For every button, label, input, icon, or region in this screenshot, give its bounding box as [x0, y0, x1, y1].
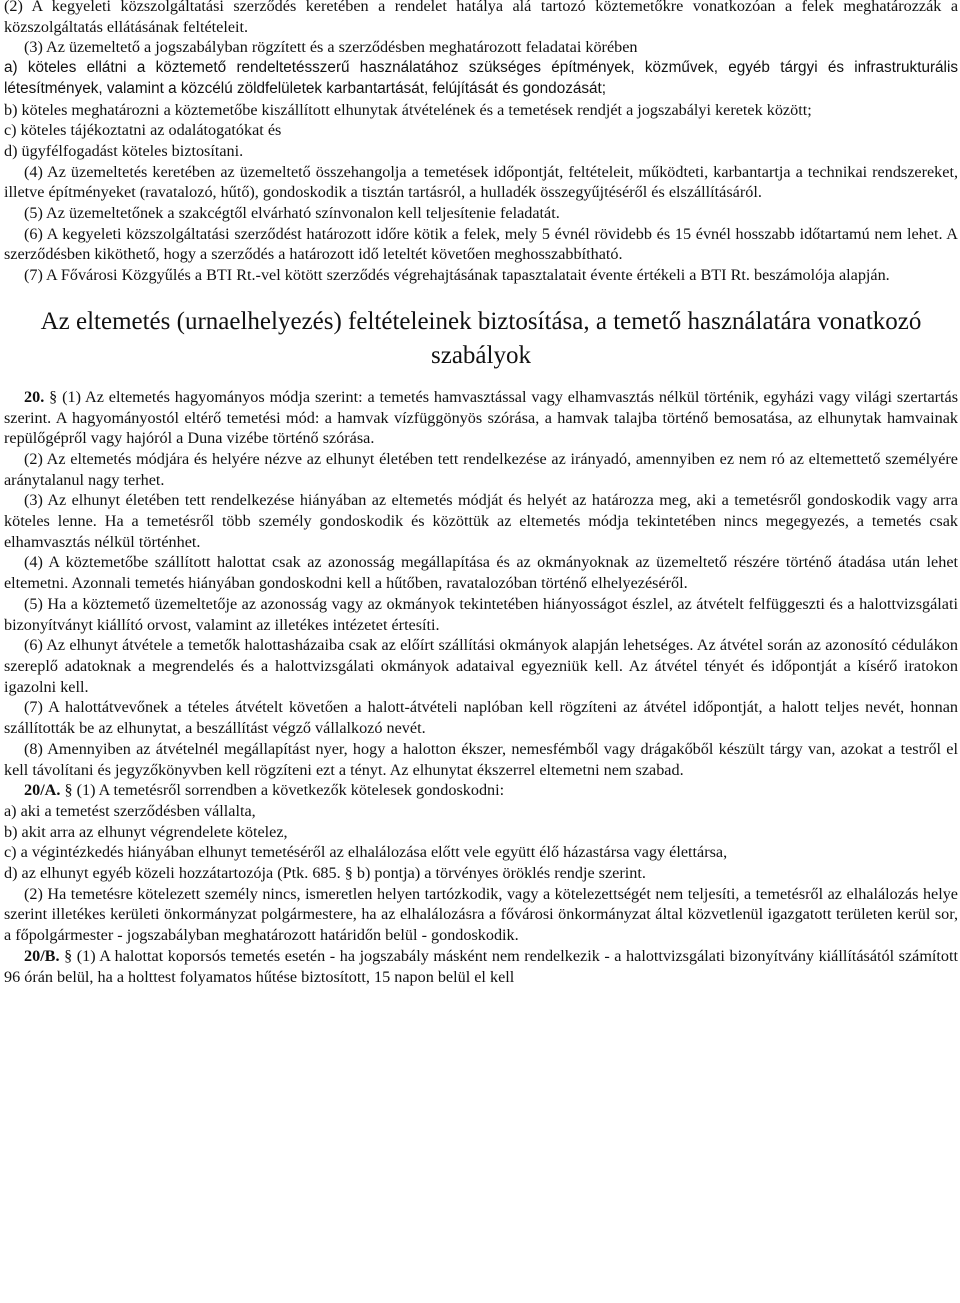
section-20a-paragraph-1	[4, 780, 958, 801]
section-20-paragraph-6: (6) Az elhunyt átvétele a temetők halottasházaiba csak az előírt szállítási okmányok alapján lehetséges. Az átvétel során az azonosító cédulákon szereplő adatoknak a megrendelés és a halottvizsgálati okmányok adataival egyezniük kell. Az átvétel tényét és időpontját a kísérő iratokon igazolni kell.	[4, 636, 958, 696]
section-20-paragraph-1	[4, 387, 958, 449]
paragraph-2: (2) A kegyeleti közszolgáltatási szerződés keretében a rendelet hatálya alá tartozó köztemetőkre vonatkozóan a felek meghatározzák a közszolgáltatás ellátásának feltételeit.	[4, 0, 958, 36]
item-d: d) ügyfélfogadást köteles biztosítani.	[4, 141, 244, 160]
paragraph-6: (6) A kegyeleti közszolgáltatási szerződést határozott időre kötik a felek, mely 5 évnél rövidebb és 15 évnél hosszabb időtartamú nem lehet. A szerződésben kiköthető, hogy a szerződés a határozott idő leteltét követően meghosszabbítható.	[4, 224, 958, 264]
section-20-paragraph-4: (4) A köztemetőbe szállított halottat csak az azonosság megállapítása és az okmányoknak az üzemeltető részére történő átadása után lehet eltemetni. Azonnali temetés hiányában gondoskodni kell a hűtőben, ravatalozóban történő elhelyezéséről.	[4, 553, 958, 593]
section-20-paragraph-8: (8) Amennyiben az átvételnél megállapítást nyer, hogy a halotton ékszer, nemesfémből vagy drágakőből készült tárgy van, azokat a testről el kell távolítani és jegyzőkönyvben kell rögzíteni ezt a tényt. Az elhunytat ékszerrel eltemetni nem szabad.	[4, 739, 958, 779]
section-20-number: 20.	[24, 387, 45, 406]
section-20a-item-d: d) az elhunyt egyéb közeli hozzátartozója (Ptk. 685. § b) pontja) a törvényes öröklés rendje szerint.	[4, 864, 646, 883]
section-20-text-1: (1) Az eltemetés hagyományos módja szerint: a temetés hamvasztással vagy elhamvasztás nélkül történik, egyházi vagy világi szertartás szerint. A hagyományostól eltérő temetési mód: a hamvak vízfüggönyös szórása, a hamvak talajba történő bemosatása, az elhunytak hamvainak repülőgépről vagy hajóról a Duna vizébe történő szórása.	[4, 387, 959, 448]
section-20b-paragraph-1	[4, 946, 958, 987]
paragraph-7: (7) A Fővárosi Közgyűlés a BTI Rt.-vel kötött szerződés végrehajtásának tapasztalatait évente értékeli a BTI Rt. beszámolója alapján.	[24, 266, 890, 285]
item-c: c) köteles tájékoztatni az odalátogatókat és	[4, 121, 282, 140]
section-20a-sign: §	[64, 781, 73, 800]
section-20-paragraph-7: (7) A halottátvevőnek a tételes átvételt követően a halott-átvételi naplóban kell rögzíteni az átvétel időpontját, a halott teljes nevét, honnan szállították be az elhunytat, a beszállítást végző vállalkozó nevét.	[4, 698, 958, 738]
section-20a-number: 20/A.	[24, 781, 61, 800]
section-20-paragraph-3: (3) Az elhunyt életében tett rendelkezése hiányában az eltemetés módját és helyét az határozza meg, aki a temetésről gondoskodik vagy arra köteles lenne. Ha a temetésről több személy gondoskodik és közöttük az eltemetés módja tekintetében nincs megegyezés, a temetés csak elhamvasztás nélkül történhet.	[4, 491, 958, 551]
section-20a-item-b: b) akit arra az elhunyt végrendelete kötelez,	[4, 822, 288, 841]
section-20a-text-1: (1) A temetésről sorrendben a következők kötelesek gondoskodni:	[72, 781, 505, 800]
section-heading: Az eltemetés (urnaelhelyezés) feltételeinek biztosítása, a temető használatára vonatkozó szabályok	[40, 307, 922, 369]
section-20a-item-c: c) a végintézkedés hiányában elhunyt temetéséről az elhalálozása előtt vele együtt élő házastársa vagy élettársa,	[4, 843, 728, 862]
section-20b-text-1: (1) A halottat koporsós temetés esetén - ha jogszabály másként nem rendelkezik - a halottvizsgálati bizonyítvány kiállításától számított 96 órán belül, ha a holttest folyamatos hűtése biztosított, 15 napon belül el kell	[4, 946, 958, 986]
section-20-paragraph-5: (5) Ha a köztemető üzemeltetője az azonosság vagy az okmányok tekintetében hiányosságot észlel, az átvételt felfüggeszti és a halottvizsgálati bizonyítványt kiállító orvost, valamint az illetékes intézetet értesíti.	[4, 594, 958, 634]
section-20b-number: 20/B.	[24, 946, 60, 965]
paragraph-4: (4) Az üzemeltetés keretében az üzemeltető összehangolja a temetések időpontját, feltételeit, működteti, karbantartja a technikai rendszereket, illetve építményeket (ravatalozó, hűtő), gondoskodik a tisztán tartásról, a hulladék összegyűjtéséről és elszállításáról.	[4, 162, 958, 202]
section-20b-sign: §	[64, 946, 73, 965]
paragraph-5: (5) Az üzemeltetőnek a szakcégtől elvárható színvonalon kell teljesítenie feladatát.	[24, 204, 560, 223]
section-20a-paragraph-2: (2) Ha temetésre kötelezett személy nincs, ismeretlen helyen tartózkodik, vagy a kötelezettségét nem teljesíti, a temetésről az elhalálozás helye szerint illetékes kerületi önkormányzat polgármestere, ha az elhalálozásra a fővárosi önkormányzat által közvetlenül igazgatott területen kerül sor, a főpolgármester - jogszabályban meghatározott határidőn belül - gondoskodik.	[4, 884, 958, 945]
item-b: b) köteles meghatározni a köztemetőbe kiszállított elhunytak átvételének és a temetések rendjét a jogszabályi keretek között;	[4, 100, 812, 119]
paragraph-3: (3) Az üzemeltető a jogszabályban rögzített és a szerződésben meghatározott feladatai körében	[24, 38, 638, 57]
section-20-sign: §	[49, 387, 58, 406]
section-20-paragraph-2: (2) Az eltemetés módjára és helyére nézve az elhunyt életében tett rendelkezése az irányadó, amennyiben ez nem ró az eltemettető személyére aránytalanul nagy terhet.	[4, 449, 958, 489]
item-a: a) köteles ellátni a köztemető rendeltetésszerű használatához szükséges építmények, közművek, egyéb tárgyi és infrastrukturális létesítmények, valamint a közcélú zöldfelületek karbantartását, felújítását és gondozását;	[4, 59, 958, 97]
section-20a-item-a: a) aki a temetést szerződésben vállalta,	[4, 801, 256, 820]
